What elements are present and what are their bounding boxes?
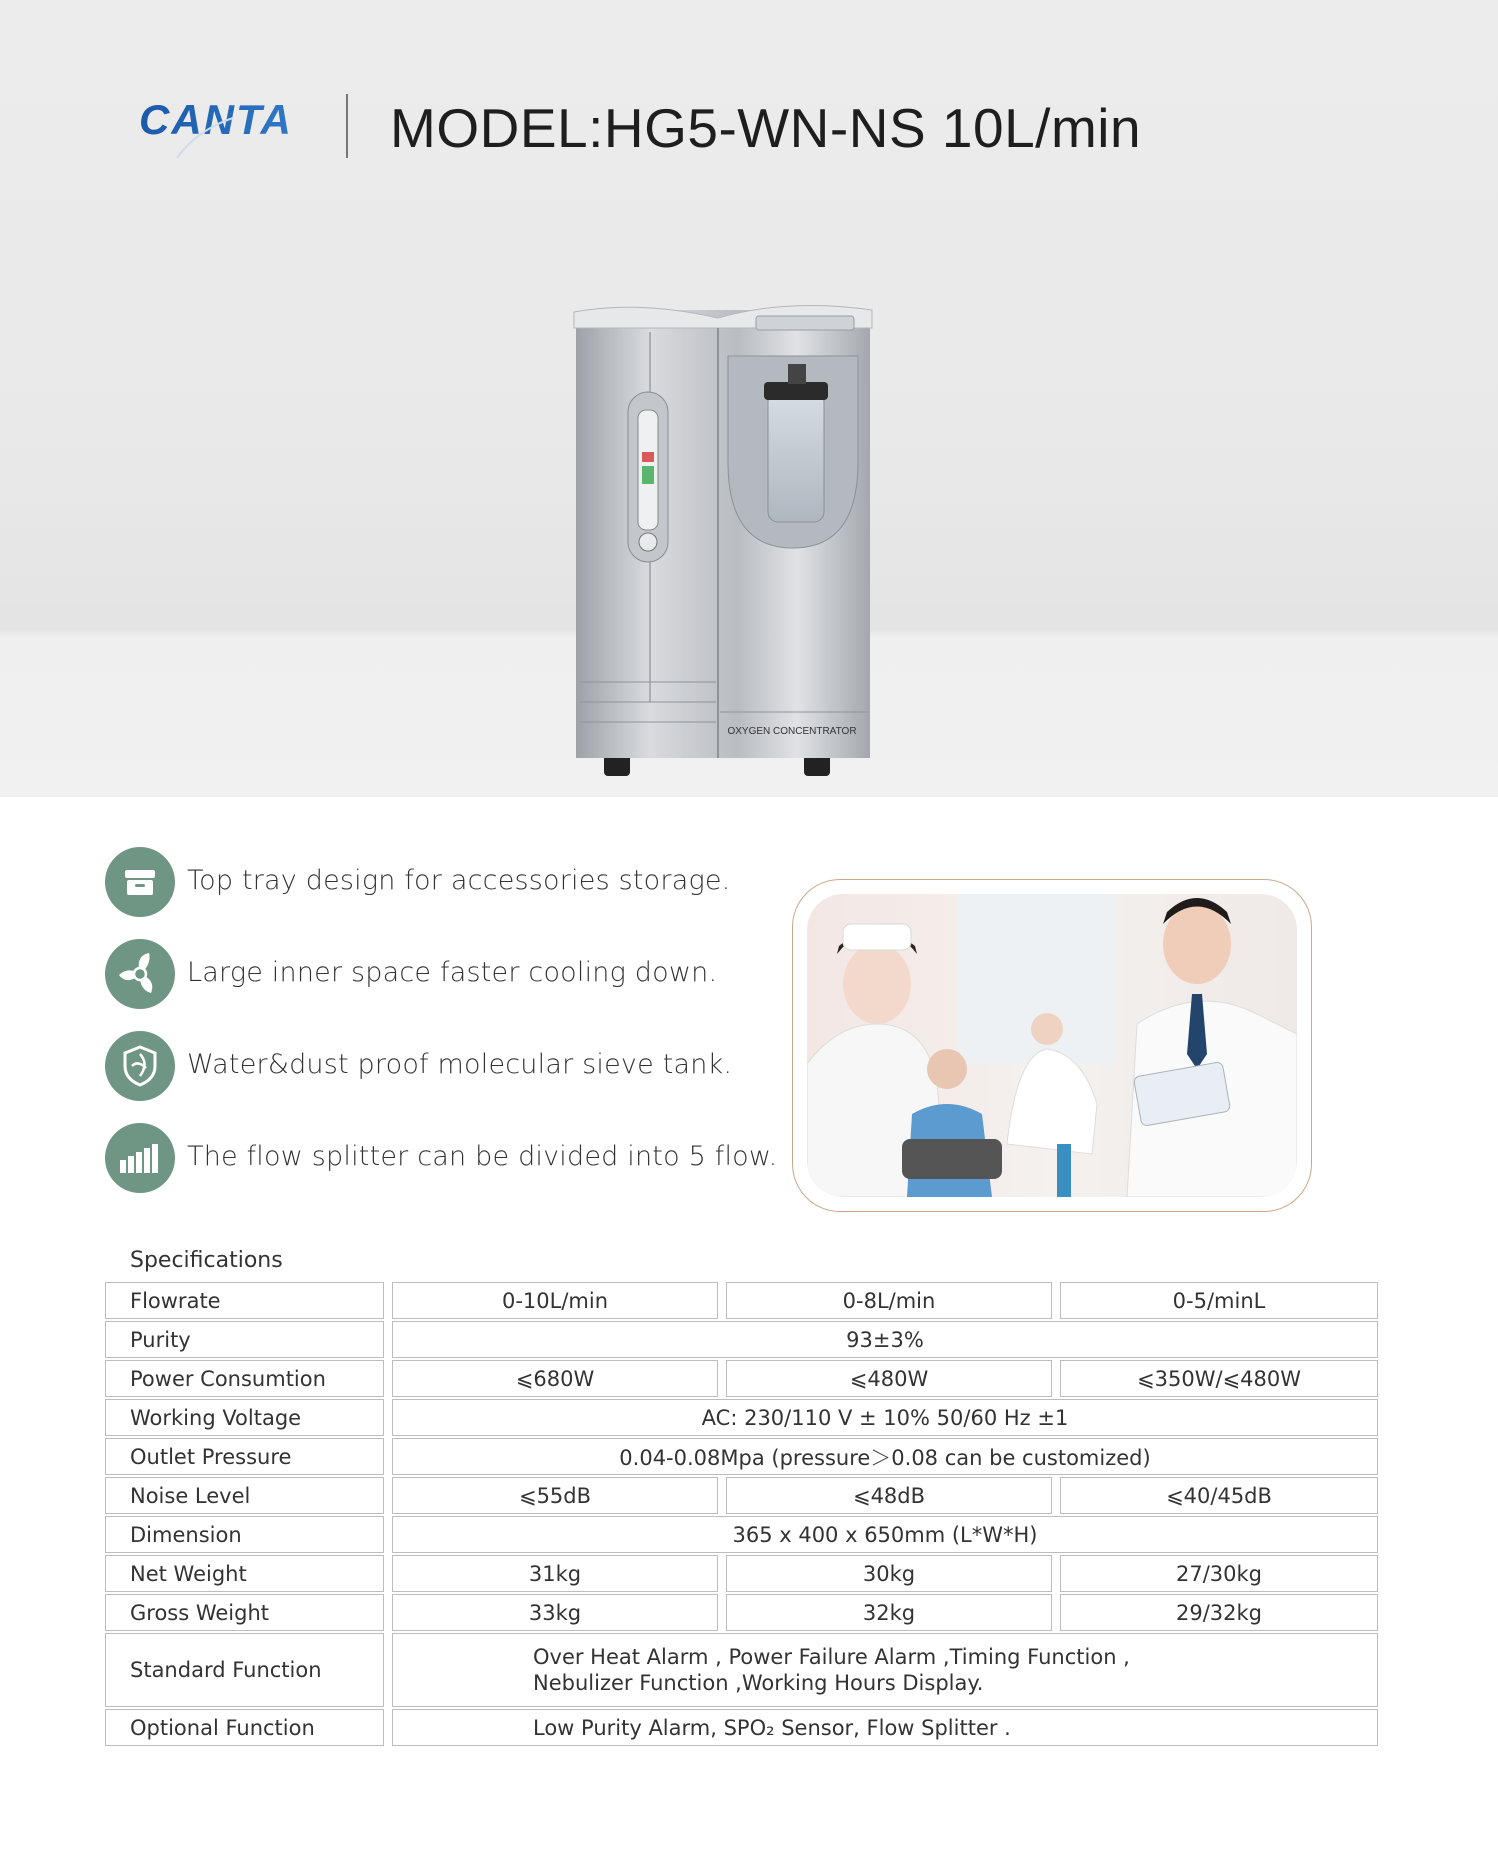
row-label: Flowrate — [105, 1282, 384, 1319]
table-cell: ⩽55dB — [392, 1477, 718, 1514]
table-row — [0, 1555, 1498, 1592]
table-row — [0, 1594, 1498, 1631]
table-row — [0, 1438, 1498, 1475]
table-cell: Over Heat Alarm , Power Failure Alarm ,Timing Function , Nebulizer Function ,Working Hours Display. — [392, 1633, 1378, 1707]
row-label: Optional Function — [105, 1709, 384, 1746]
table-row — [0, 1516, 1498, 1553]
row-label: Outlet Pressure — [105, 1438, 384, 1475]
feature-text: Top tray design for accessories storage. — [187, 865, 731, 896]
table-cell: 93±3% — [392, 1321, 1378, 1358]
table-cell: 31kg — [392, 1555, 718, 1592]
feature-item-waterproof — [105, 1031, 745, 1103]
row-label: Gross Weight — [105, 1594, 384, 1631]
row-label: Power Consumtion — [105, 1360, 384, 1397]
row-label: Net Weight — [105, 1555, 384, 1592]
medical-staff-photo — [807, 894, 1297, 1197]
oxygen-concentrator-image — [568, 302, 878, 782]
feature-text: Water&dust proof molecular sieve tank. — [187, 1049, 733, 1080]
signal-bars-icon — [105, 1123, 175, 1193]
row-label: Noise Level — [105, 1477, 384, 1514]
row-label: Dimension — [105, 1516, 384, 1553]
table-row — [0, 1282, 1498, 1319]
row-label: Working Voltage — [105, 1399, 384, 1436]
tray-icon — [105, 847, 175, 917]
shield-icon — [105, 1031, 175, 1101]
table-cell: 0.04-0.08Mpa (pressure＞0.08 can be customized) — [392, 1438, 1378, 1475]
table-cell: 0-5/minL — [1060, 1282, 1378, 1319]
table-cell: 0-8L/min — [726, 1282, 1052, 1319]
table-cell: Low Purity Alarm, SPO₂ Sensor, Flow Splitter . — [392, 1709, 1378, 1746]
hero-banner — [0, 0, 1498, 797]
table-cell: 33kg — [392, 1594, 718, 1631]
table-cell: ⩽480W — [726, 1360, 1052, 1397]
feature-item-splitter — [105, 1123, 778, 1195]
photo-frame — [792, 879, 1312, 1212]
table-row — [0, 1709, 1498, 1746]
feature-text: The flow splitter can be divided into 5 flow. — [187, 1141, 778, 1172]
table-row — [0, 1633, 1498, 1707]
table-cell: AC: 230/110 V ± 10% 50/60 Hz ±1 — [392, 1399, 1378, 1436]
canta-logo — [137, 96, 337, 166]
feature-text: Large inner space faster cooling down. — [187, 957, 718, 988]
model-title: MODEL:HG5-WN-NS 10L/min — [390, 97, 1142, 159]
table-row — [0, 1477, 1498, 1514]
table-row — [0, 1360, 1498, 1397]
table-cell: 27/30kg — [1060, 1555, 1378, 1592]
logo-divider — [346, 94, 348, 158]
table-cell: 29/32kg — [1060, 1594, 1378, 1631]
table-cell: 0-10L/min — [392, 1282, 718, 1319]
svg-text:OXYGEN CONCENTRATOR: OXYGEN CONCENTRATOR — [727, 726, 857, 737]
table-cell: ⩽350W/⩽480W — [1060, 1360, 1378, 1397]
fan-icon — [105, 939, 175, 1009]
table-cell: 30kg — [726, 1555, 1052, 1592]
specifications-heading: Specifications — [130, 1248, 283, 1273]
table-cell: 32kg — [726, 1594, 1052, 1631]
table-cell: ⩽48dB — [726, 1477, 1052, 1514]
table-row — [0, 1399, 1498, 1436]
row-label: Purity — [105, 1321, 384, 1358]
svg-text:CANTA: CANTA — [139, 96, 293, 143]
row-label: Standard Function — [105, 1633, 384, 1707]
table-cell: ⩽680W — [392, 1360, 718, 1397]
table-row — [0, 1321, 1498, 1358]
feature-item-cooling — [105, 939, 745, 1011]
feature-item-tray — [105, 847, 745, 919]
table-cell: ⩽40/45dB — [1060, 1477, 1378, 1514]
table-cell: 365 x 400 x 650mm (L*W*H) — [392, 1516, 1378, 1553]
